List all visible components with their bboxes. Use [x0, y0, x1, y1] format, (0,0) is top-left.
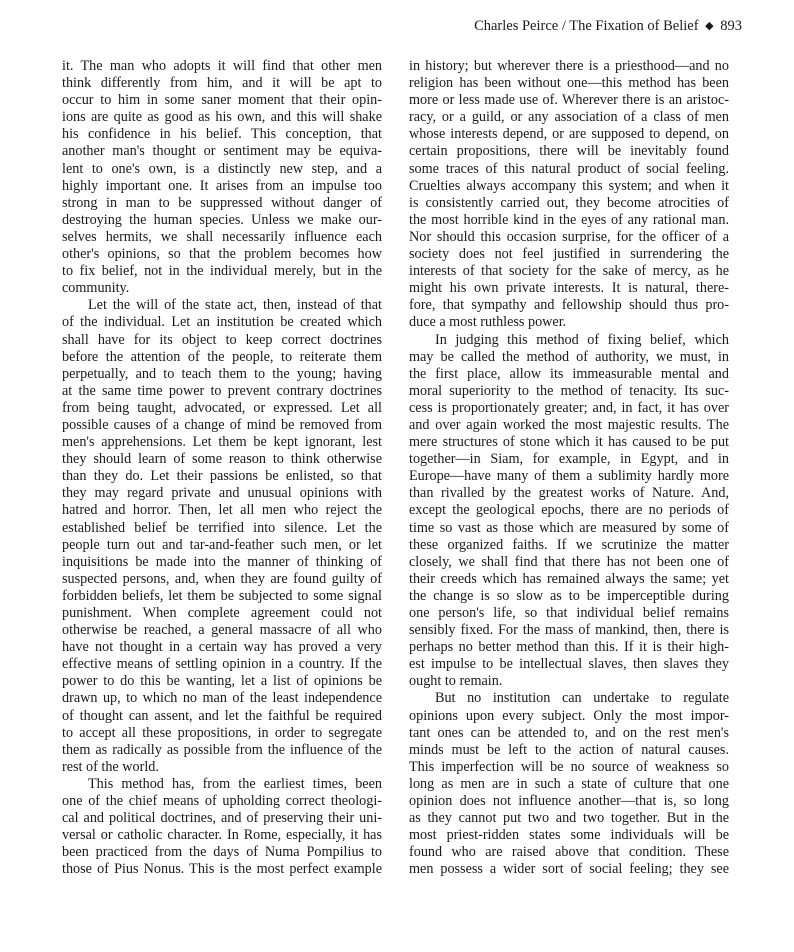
text-line: hatred and horror. Then, let all men who reject the [62, 502, 382, 519]
text-line: sensibly fixed. For the mass of mankind, then, there is [409, 622, 729, 639]
text-line: the most horrible kind in the eyes of any rational man. [409, 211, 729, 228]
text-line: the first place, allow its immeasurable mental and [409, 365, 729, 382]
text-line: together—in Siam, for example, in Egypt, and in [409, 451, 729, 468]
text-line: certain propositions, there will be inevitably found [409, 143, 729, 160]
text-line: closely, we shall find that there has not been one of [409, 553, 729, 570]
text-line: these organized faiths. If we scrutinize the matter [409, 536, 729, 553]
text-line: of the individual. Let an institution be created which [62, 314, 382, 331]
text-line: whose interests depend, or are supposed to depend, on [409, 126, 729, 143]
text-line: another man's thought or sentiment may be equiva- [62, 143, 382, 160]
text-line: destroying the human species. Unless we make our- [62, 211, 382, 228]
text-line: may be called the method of authority, we must, in [409, 348, 729, 365]
text-line: established belief be terrified into silence. Let the [62, 519, 382, 536]
text-line: community. [62, 280, 130, 297]
text-line: ions are quite as good as his own, and this will shake [62, 109, 382, 126]
text-line: cess is proportionately greater; and, in fact, it has over [409, 399, 729, 416]
text-line: drawn up, to which no man of the least independence [62, 690, 382, 707]
text-line: before the attention of the people, to reiterate them [62, 348, 382, 365]
text-line: have not thought in a certain way has proved a very [62, 639, 382, 656]
text-line: duce a most ruthless power. [409, 314, 567, 331]
text-line: to accept all these propositions, in order to segregate [62, 724, 382, 741]
left-text-column [62, 58, 382, 879]
text-line: shall have for its object to keep correct doctrines [62, 331, 382, 348]
text-line: highly important one. It arises from an impulse too [62, 177, 382, 194]
text-line: religion has been without one—this method has been [409, 75, 729, 92]
header-title: The Fixation of Belief [569, 18, 699, 34]
header-author: Charles Peirce [474, 18, 559, 34]
text-line: to fix belief, not in the individual merely, but in the [62, 263, 382, 280]
text-line: and over again worked the most majestic results. The [409, 416, 729, 433]
text-line: it. The man who adopts it will find that other men [62, 58, 382, 74]
text-line: versal or catholic character. In Rome, especially, it has [62, 827, 382, 844]
text-line: most priest-ridden states some individuals will be [409, 827, 729, 844]
text-line: suspected persons, and, when they are found guilty of [62, 570, 382, 587]
text-line: fore, that sympathy and fellowship should thus pro- [409, 297, 729, 314]
text-line: This imperfection will be no source of weakness so [409, 758, 729, 775]
text-line: except the geological epochs, there are no periods of [409, 502, 729, 519]
text-line: punishment. When complete agreement could not [62, 605, 382, 621]
text-line: the change is so slow as to be imperceptible during [409, 587, 729, 604]
text-line: strong in man to be suppressed without danger of [62, 194, 382, 211]
text-line: interests of that society for the sake of mercy, as he [409, 263, 729, 280]
text-line: than rivalled by the greatest works of Nature. And, [409, 485, 729, 502]
text-line: they should learn of some reason to think otherwise [62, 451, 382, 468]
text-line: more or less made use of. Wherever there is an aristoc- [409, 92, 729, 109]
text-line: of thought can assent, and let the faithful be required [62, 707, 382, 724]
text-line: they may regard private and unusual opinions with [62, 485, 382, 502]
text-line: This method has, from the earliest times, been [88, 775, 382, 792]
text-line: some traces of this natural product of social feeling. [409, 160, 729, 177]
text-line: think differently from him, and it will be apt to [62, 75, 382, 92]
running-header [474, 18, 742, 35]
text-line: forbidden beliefs, let them be subjected to some signal [62, 587, 382, 604]
text-line: tant ones can be attended to, and on the rest men's [409, 724, 729, 741]
text-line: than they do. Let their passions be enlisted, so that [62, 468, 382, 485]
text-line: But no institution can undertake to regulate [435, 690, 729, 707]
text-line: Let the will of the state act, then, instead of that [88, 297, 382, 314]
text-line: men possess a wider sort of social feeling; they see [409, 861, 729, 878]
text-line: his confidence in his belief. This conception, that [62, 126, 382, 143]
header-separator: / [561, 18, 566, 34]
text-line: long as men are in such a state of culture that one [409, 775, 729, 792]
text-line: ought to remain. [409, 673, 503, 690]
text-line: Europe—have many of them a sublimity hardly more [409, 468, 729, 485]
text-line: effective means of settling opinion in a country. If the [62, 656, 382, 673]
text-line: men's apprehensions. Let them be kept ignorant, lest [62, 434, 382, 451]
text-line: opinion does not influence another—that is, so long [409, 793, 729, 810]
text-line: est impulse to be intellectual slaves, then slaves they [409, 656, 729, 673]
text-line: mere structures of stone which it has caused to be put [409, 434, 729, 451]
text-line: one person's life, so that individual belief remains [409, 605, 729, 621]
text-line: in history; but wherever there is a priesthood—and no [409, 58, 729, 74]
text-line: opinions upon every subject. Only the most impor- [409, 707, 729, 724]
text-line: possible causes of a change of mind be removed from [62, 416, 382, 433]
text-line: them as radically as possible from the influence of the [62, 741, 382, 758]
text-line: their creeds which has remained always the same; yet [409, 570, 729, 587]
text-line: lent to one's own, is a distinctly new step, and a [62, 160, 382, 177]
text-line: as they cannot put two and two together. But in the [409, 810, 729, 827]
text-line: might his own private interests. It is natural, there- [409, 280, 729, 297]
text-line: one of the chief means of upholding correct theologi- [62, 793, 382, 810]
text-line: society does not feel justified in surrendering the [409, 246, 729, 263]
text-line: In judging this method of fixing belief, which [435, 331, 729, 348]
right-text-column [409, 58, 729, 879]
text-line: racy, or a guild, or any association of a class of men [409, 109, 729, 126]
text-line: occur to him in some saner moment that their opin- [62, 92, 382, 109]
text-line: from being taught, advocated, or expressed. Let all [62, 399, 382, 416]
text-line: Nor should this occasion surprise, for the officer of a [409, 228, 729, 245]
text-line: perhaps no better method than this. If it is their high- [409, 639, 729, 656]
text-line: perpetually, and to teach them to the young; having [62, 365, 382, 382]
text-line: people turn out and tar-and-feather such men, or let [62, 536, 382, 553]
page-number: 893 [720, 18, 742, 34]
text-line: at the same time power to prevent contrary doctrines [62, 382, 382, 399]
text-line: other's opinions, so that the problem becomes how [62, 246, 382, 263]
text-line: cal and political doctrines, and of preserving their uni- [62, 810, 382, 827]
text-line: rest of the world. [62, 758, 159, 775]
text-line: inquisitions be made into the manner of thinking of [62, 553, 382, 570]
text-line: those of Pius Nonus. This is the most perfect example [62, 861, 382, 878]
diamond-ornament-icon: ◆ [705, 20, 714, 32]
text-line: otherwise be reached, a general massacre of all who [62, 622, 382, 639]
text-line: been practiced from the days of Numa Pompilius to [62, 844, 382, 861]
text-line: moral superiority to the method of tenacity. Its suc- [409, 382, 729, 399]
text-line: found who are raised above that condition. These [409, 844, 729, 861]
text-line: time so vast as those which are measured by some of [409, 519, 729, 536]
text-line: power to do this be wanting, let a list of opinions be [62, 673, 382, 690]
text-line: Cruelties always accompany this system; and when it [409, 177, 729, 194]
text-line: minds must be left to the action of natural causes. [409, 741, 729, 758]
text-line: selves hermits, we shall necessarily influence each [62, 228, 382, 245]
text-line: is consistently carried out, they become atrocities of [409, 194, 729, 211]
